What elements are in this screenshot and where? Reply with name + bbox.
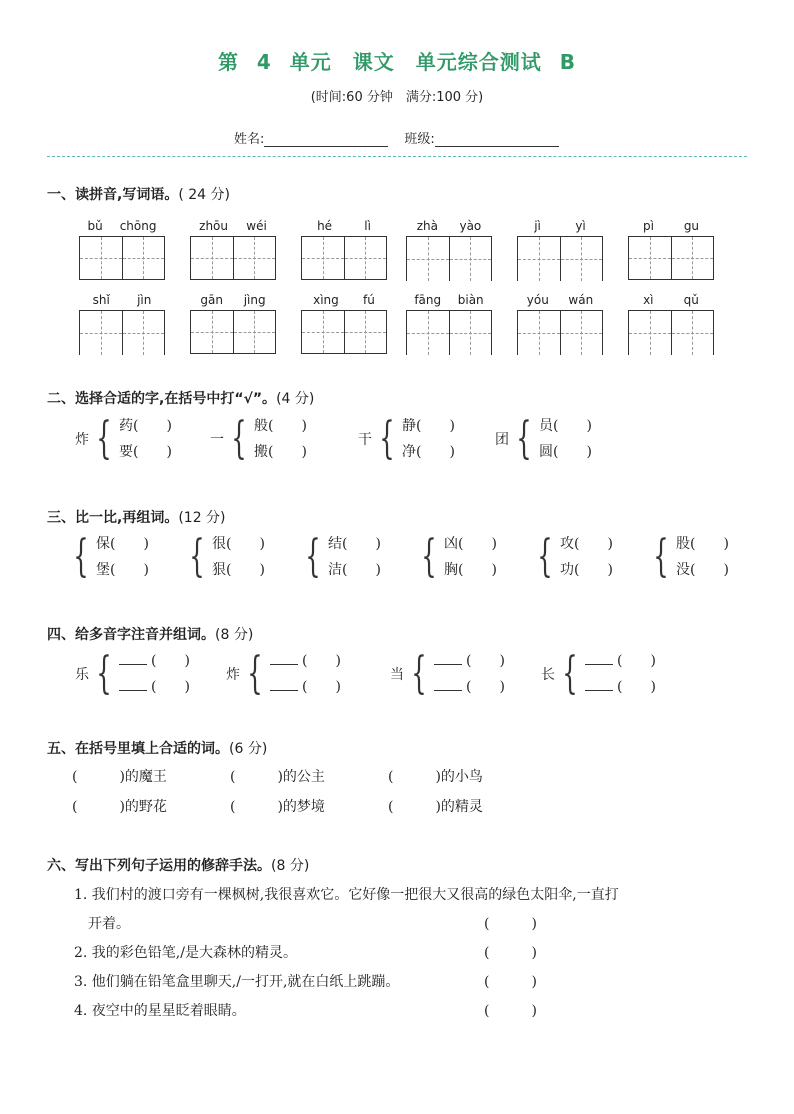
polyphone-char: 炸 (226, 667, 240, 683)
page-title: 第 4 单元 课文 单元综合测试 B (217, 50, 577, 74)
grid-cell[interactable] (517, 237, 560, 281)
polyphone-char: 当 (390, 667, 404, 683)
grid-cell[interactable] (629, 237, 671, 279)
char-choice-group (358, 413, 455, 464)
word-blank[interactable]: 狠( ) (212, 562, 265, 578)
pinyin-group (406, 292, 492, 355)
pinyin-syllable: yào (459, 219, 482, 233)
choice-option[interactable]: 般( ) (254, 418, 307, 434)
pinyin-underline[interactable] (585, 652, 613, 665)
brace-icon: { (231, 413, 247, 464)
brace-icon: { (189, 531, 205, 582)
grid-cell[interactable] (302, 237, 344, 279)
pinyin-syllable: yì (575, 219, 586, 233)
pinyin-syllable: yóu (526, 293, 549, 307)
pinyin-group (79, 292, 165, 355)
brace-icon: { (96, 413, 112, 464)
writing-grid[interactable] (517, 236, 603, 281)
pinyin-group (628, 218, 714, 280)
compare-lines (676, 534, 729, 580)
pinyin-syllable: wéi (246, 219, 267, 233)
pinyin-group (190, 218, 276, 280)
pinyin-group (190, 292, 276, 354)
grid-cell[interactable] (449, 237, 493, 281)
writing-grid[interactable] (190, 236, 276, 280)
word-blank[interactable]: 没( ) (676, 562, 729, 578)
pinyin-syllable: zhōu (199, 219, 228, 233)
pinyin-label-row (628, 292, 714, 308)
question-2: 2. 我的彩色铅笔,/是大森林的精灵。 (74, 945, 297, 961)
grid-cell[interactable] (191, 311, 233, 353)
fill-item[interactable]: ( )的小鸟 (388, 769, 483, 785)
char-choice-group (495, 413, 592, 464)
compare-group (646, 531, 729, 582)
grid-cell[interactable] (406, 237, 449, 281)
grid-cell[interactable] (671, 237, 714, 279)
grid-cell[interactable] (344, 311, 387, 353)
section-3-label: 三、比一比,再组词。 (47, 510, 179, 526)
pinyin-word-blank[interactable] (270, 651, 341, 671)
compare-group (530, 531, 613, 582)
polyphone-lines (270, 651, 341, 697)
grid-cell[interactable] (671, 311, 715, 355)
compare-group (414, 531, 497, 582)
answer-3-paren[interactable]: ( ) (484, 974, 537, 990)
writing-grid[interactable] (79, 236, 165, 280)
head-char: 干 (358, 432, 372, 448)
section-2-points: (4 分) (276, 391, 315, 407)
pinyin-syllable: chōng (119, 219, 157, 233)
grid-cell[interactable] (233, 237, 276, 279)
writing-grid[interactable] (406, 236, 492, 281)
pinyin-underline[interactable] (119, 652, 147, 665)
pinyin-label-row (628, 218, 714, 234)
polyphone-lines (119, 651, 190, 697)
compare-lines (444, 534, 497, 580)
section-4-points: (8 分) (215, 627, 254, 643)
answer-2-paren[interactable]: ( ) (484, 945, 537, 961)
brace-icon: { (653, 531, 669, 582)
choice-option[interactable]: 员( ) (539, 418, 592, 434)
pinyin-word-blank[interactable] (119, 677, 190, 697)
brace-icon: { (247, 648, 263, 699)
head-char: 一 (210, 432, 224, 448)
writing-grid[interactable] (406, 310, 492, 355)
writing-grid[interactable] (301, 310, 387, 354)
word-paren[interactable]: ( ) (466, 679, 505, 695)
word-blank[interactable]: 股( ) (676, 536, 729, 552)
choice-lines (119, 416, 172, 462)
grid-cell[interactable] (191, 237, 233, 279)
grid-cell[interactable] (80, 237, 122, 279)
pinyin-underline[interactable] (434, 652, 462, 665)
pinyin-label-row (517, 292, 603, 308)
pinyin-syllable: gu (683, 219, 700, 233)
section-6-points: (8 分) (271, 858, 310, 874)
compare-group (298, 531, 381, 582)
polyphone-group (226, 648, 341, 699)
polyphone-lines (434, 651, 505, 697)
section-1-label: 一、读拼音,写词语。 (47, 187, 179, 203)
pinyin-group (628, 292, 714, 355)
pinyin-label-row (190, 218, 276, 234)
question-4: 4. 夜空中的星星眨着眼睛。 (74, 1003, 246, 1019)
pinyin-syllable: xì (643, 293, 654, 307)
section-5-title (47, 738, 267, 758)
section-2-label: 二、选择合适的字,在括号中打“√”。 (47, 391, 277, 407)
word-paren[interactable]: ( ) (302, 653, 341, 669)
fill-item[interactable]: ( )的魔王 (72, 769, 167, 785)
pinyin-underline[interactable] (434, 678, 462, 691)
name-field[interactable] (264, 132, 388, 147)
pinyin-group (79, 218, 165, 280)
pinyin-label-row (406, 218, 492, 234)
page-subtitle: (时间:60 分钟 满分:100 分) (310, 90, 484, 105)
pinyin-word-blank[interactable] (119, 651, 190, 671)
writing-grid[interactable] (628, 310, 714, 355)
class-field[interactable] (435, 132, 559, 147)
fill-item[interactable]: ( )的精灵 (388, 799, 483, 815)
writing-grid[interactable] (301, 236, 387, 280)
polyphone-group (390, 648, 505, 699)
fill-row-1 (72, 766, 546, 786)
writing-grid[interactable] (190, 310, 276, 354)
fill-row-2 (72, 796, 546, 816)
compare-lines (560, 534, 613, 580)
brace-icon: { (562, 648, 578, 699)
word-blank[interactable]: 很( ) (212, 536, 265, 552)
question-1-line-2: 开着。 (74, 916, 130, 932)
pinyin-label-row (301, 292, 387, 308)
pinyin-word-blank[interactable] (585, 677, 656, 697)
pinyin-syllable: gān (200, 293, 223, 307)
brace-icon: { (516, 413, 532, 464)
pinyin-label-row (517, 218, 603, 234)
pinyin-syllable: jì (534, 219, 541, 233)
grid-cell[interactable] (302, 311, 344, 353)
pinyin-label-row (301, 218, 387, 234)
section-3-points: (12 分) (178, 510, 226, 526)
pinyin-underline[interactable] (270, 652, 298, 665)
pinyin-group (517, 218, 603, 281)
choice-option[interactable]: 净( ) (402, 444, 455, 460)
name-class-line (234, 128, 575, 147)
brace-icon: { (73, 531, 89, 582)
word-paren[interactable]: ( ) (466, 653, 505, 669)
compare-lines (96, 534, 149, 580)
pinyin-syllable: qǔ (683, 293, 699, 307)
grid-cell[interactable] (560, 237, 604, 281)
choice-lines (254, 416, 307, 462)
polyphone-group (541, 648, 656, 699)
compare-lines (328, 534, 381, 580)
word-blank[interactable]: 凶( ) (444, 536, 497, 552)
pinyin-syllable: biàn (457, 293, 484, 307)
brace-icon: { (411, 648, 427, 699)
pinyin-label-row (406, 292, 492, 308)
grid-cell[interactable] (122, 311, 166, 355)
brace-icon: { (379, 413, 395, 464)
section-1-points: ( 24 分) (178, 187, 230, 203)
word-blank[interactable]: 保( ) (96, 536, 149, 552)
writing-grid[interactable] (628, 236, 714, 280)
word-blank[interactable]: 攻( ) (560, 536, 613, 552)
answer-1-paren[interactable]: ( ) (484, 916, 537, 932)
pinyin-group (517, 292, 603, 355)
word-blank[interactable]: 结( ) (328, 536, 381, 552)
compare-lines (212, 534, 265, 580)
pinyin-syllable: zhà (416, 219, 438, 233)
grid-cell[interactable] (449, 311, 493, 355)
head-char: 炸 (75, 432, 89, 448)
pinyin-syllable: hé (317, 219, 333, 233)
writing-grid[interactable] (517, 310, 603, 355)
pinyin-syllable: bǔ (87, 219, 103, 233)
class-label: 班级: (404, 132, 435, 147)
word-paren[interactable]: ( ) (151, 653, 190, 669)
section-3-title (47, 507, 226, 527)
word-paren[interactable]: ( ) (617, 679, 656, 695)
word-paren[interactable]: ( ) (151, 679, 190, 695)
word-paren[interactable]: ( ) (302, 679, 341, 695)
pinyin-group (301, 218, 387, 280)
fill-item[interactable]: ( )的梦境 (230, 799, 325, 815)
answer-4-paren[interactable]: ( ) (484, 1003, 537, 1019)
section-1-title (47, 184, 230, 204)
name-label: 姓名: (234, 132, 265, 147)
head-char: 团 (495, 432, 509, 448)
section-2-title (47, 388, 314, 408)
brace-icon: { (421, 531, 437, 582)
brace-icon: { (96, 648, 112, 699)
grid-cell[interactable] (517, 311, 560, 355)
pinyin-group (301, 292, 387, 354)
pinyin-syllable: wán (568, 293, 594, 307)
pinyin-word-blank[interactable] (585, 651, 656, 671)
grid-cell[interactable] (344, 237, 387, 279)
writing-grid[interactable] (79, 310, 165, 355)
polyphone-lines (585, 651, 656, 697)
pinyin-word-blank[interactable] (434, 677, 505, 697)
choice-option[interactable]: 药( ) (119, 418, 172, 434)
choice-lines (539, 416, 592, 462)
dashed-divider (47, 156, 747, 157)
grid-cell[interactable] (406, 311, 449, 355)
choice-option[interactable]: 圆( ) (539, 444, 592, 460)
pinyin-label-row (79, 218, 165, 234)
pinyin-syllable: jìn (137, 293, 152, 307)
word-paren[interactable]: ( ) (617, 653, 656, 669)
pinyin-word-blank[interactable] (434, 651, 505, 671)
brace-icon: { (537, 531, 553, 582)
compare-group (66, 531, 149, 582)
grid-cell[interactable] (560, 311, 604, 355)
pinyin-word-blank[interactable] (270, 677, 341, 697)
choice-option[interactable]: 静( ) (402, 418, 455, 434)
pinyin-syllable: lì (364, 219, 371, 233)
compare-group (182, 531, 265, 582)
section-4-title (47, 624, 253, 644)
pinyin-syllable: fú (363, 293, 375, 307)
choice-option[interactable]: 要( ) (119, 444, 172, 460)
word-blank[interactable]: 堡( ) (96, 562, 149, 578)
section-5-label: 五、在括号里填上合适的词。 (47, 741, 229, 757)
choice-option[interactable]: 搬( ) (254, 444, 307, 460)
pinyin-syllable: jìng (243, 293, 266, 307)
choice-lines (402, 416, 455, 462)
grid-cell[interactable] (233, 311, 276, 353)
pinyin-syllable: pì (642, 219, 654, 233)
pinyin-label-row (190, 292, 276, 308)
section-6-label: 六、写出下列句子运用的修辞手法。 (47, 858, 271, 874)
section-4-label: 四、给多音字注音并组词。 (47, 627, 215, 643)
pinyin-group (406, 218, 492, 281)
polyphone-char: 乐 (75, 667, 89, 683)
pinyin-syllable: shǐ (92, 293, 110, 307)
question-1-line-1: 1. 我们村的渡口旁有一棵枫树,我很喜欢它。它好像一把很大又很高的绿色太阳伞,一直打 (74, 887, 619, 903)
grid-cell[interactable] (79, 311, 122, 355)
section-6-title (47, 855, 309, 875)
question-3: 3. 他们躺在铅笔盒里聊天,/一打开,就在白纸上跳蹦。 (74, 974, 400, 990)
polyphone-group (75, 648, 190, 699)
pinyin-underline[interactable] (585, 678, 613, 691)
word-blank[interactable]: 胸( ) (444, 562, 497, 578)
char-choice-group (75, 413, 172, 464)
fill-item[interactable]: ( )的公主 (230, 769, 325, 785)
char-choice-group (210, 413, 307, 464)
grid-cell[interactable] (628, 311, 671, 355)
word-blank[interactable]: 洁( ) (328, 562, 381, 578)
pinyin-syllable: fāng (414, 293, 442, 307)
polyphone-char: 长 (541, 667, 555, 683)
pinyin-syllable: xìng (313, 293, 339, 307)
grid-cell[interactable] (122, 237, 165, 279)
brace-icon: { (305, 531, 321, 582)
pinyin-label-row (79, 292, 165, 308)
pinyin-underline[interactable] (270, 678, 298, 691)
word-blank[interactable]: 功( ) (560, 562, 613, 578)
fill-item[interactable]: ( )的野花 (72, 799, 167, 815)
section-5-points: (6 分) (229, 741, 268, 757)
pinyin-underline[interactable] (119, 678, 147, 691)
